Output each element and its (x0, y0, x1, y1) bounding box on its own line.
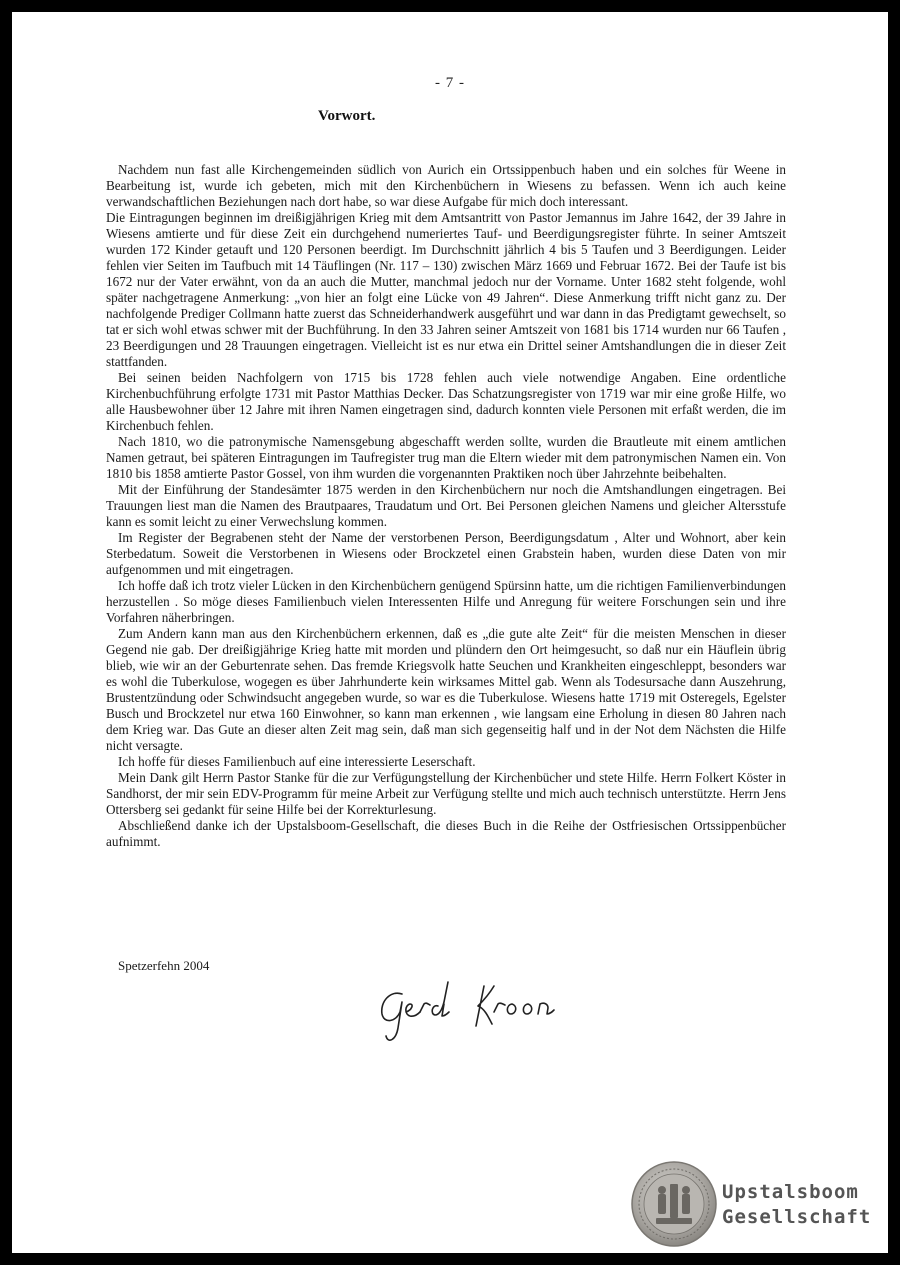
signature (372, 972, 612, 1052)
paragraph: Mit der Einführung der Standesämter 1875 werden in den Kirchenbüchern nur noch die Amtshandlungen eingetragen. Bei Trauungen liest man die Namen des Brautpaares, Traudatum und Ort. Bei Personen gleichen Namens und gleicher Altersstufe kann es somit leicht zu einer Verwechslung kommen. (106, 482, 786, 529)
paragraph: Ich hoffe für dieses Familienbuch auf eine interessierte Leserschaft. (118, 754, 476, 769)
seal-icon (630, 1160, 718, 1248)
paragraph: Zum Andern kann man aus den Kirchenbüchern erkennen, daß es „die gute alte Zeit“ für die meisten Menschen in dieser Gegend nie gab. Der dreißigjährige Krieg hatte mit morden und plündern den Ort heimgesucht, so daß nur ein Häuflein übrig blieb, wie wir an der Geburtenrate sehen. Das fremde Kriegsvolk hatte Seuchen und Krankheiten eingeschleppt, besonders war es wohl die Tuberkulose, wogegen es über Jahrhunderte kein wirksames Mittel gab. Wenn als Todesursache dann Auszehrung, Brustentzündung oder Schwindsucht angegeben wurde, so war es die Tuberkulose. Wiesens hatte 1719 mit Osteregels, Egelster Busch und Brockzetel nur etwa 160 Einwohner, so kann man erkennen , wie langsam eine Erholung in diesen 80 Jahren nach dem Krieg war. Das Gute an dieser alten Zeit mag sein, daß man sich gegenseitig half und in der Not dem Nächsten die Hilfe nicht versagte. (106, 626, 786, 753)
body-text (106, 162, 786, 850)
page-title: Vorwort. (318, 108, 376, 124)
document-page (12, 12, 888, 1253)
paragraph: Abschließend danke ich der Upstalsboom-Gesellschaft, die dieses Buch in die Reihe der Ostfriesischen Ortssippenbücher aufnimmt. (106, 818, 786, 849)
paragraph: Im Register der Begrabenen steht der Name der verstorbenen Person, Beerdigungsdatum , Alter und Wohnort, aber kein Sterbedatum. Soweit die Verstorbenen in Wiesens oder Brockzetel einen Grabstein haben, wurden diese Daten von mir aufgenommen und mit eingetragen. (106, 530, 786, 577)
paragraph: Mein Dank gilt Herrn Pastor Stanke für die zur Verfügungstellung der Kirchenbücher und stete Hilfe. Herrn Folkert Köster in Sandhorst, der mir sein EDV-Programm für meine Arbeit zur Verfügung stellte und mich auch technisch unterstützte. Herrn Jens Ottersberg sei gedankt für seine Hilfe bei der Korrekturlesung. (106, 770, 786, 817)
paragraph: Die Eintragungen beginnen im dreißigjährigen Krieg mit dem Amtsantritt von Pastor Jemannus im Jahre 1642, der 39 Jahre in Wiesens amtierte und für diese Zeit ein durchgehend numeriertes Tauf- und Beerdigungsregister führte. In seiner Amtszeit wurden 172 Kinder getauft und 120 Personen beerdigt. Im Durchschnitt jährlich 4 bis 5 Taufen und 3 Beerdigungen. Leider fehlen vier Seiten im Taufbuch mit 14 Täuflingen (Nr. 117 – 130) zwischen März 1669 und Februar 1672. Bei der Taufe ist bis 1672 nur der Vater erwähnt, von da an auch die Mutter, manchmal jedoch nur der Vorname. Unter 1682 steht folgende, wohl später nachgetragene Anmerkung: „von hier an folgt eine Lücke von 49 Jahren“. Diese Anmerkung trifft nicht ganz zu. Der nachfolgende Prediger Collmann hatte zuerst das Schneiderhandwerk ausgeführt und war dann in das Predigtamt gewechselt, so tat er sich wohl etwas schwer mit der Buchführung. In den 33 Jahren seiner Amtszeit von 1681 bis 1714 wurden nur 66 Taufen , 23 Beerdigungen und 28 Trauungen eingetragen. Vielleicht ist es nur etwa ein Drittel seiner Amtshandlungen die in dieser Zeit stattfanden. (106, 210, 786, 369)
paragraph: Nachdem nun fast alle Kirchengemeinden südlich von Aurich ein Ortssippenbuch haben und ein solches für Weene in Bearbeitung ist, wurde ich gebeten, mich mit den Kirchenbüchern in Wiesens zu befassen. Wenn ich auch keine verwandschaftlichen Beziehungen nach dort habe, so war diese Aufgabe für mich doch interessant. (106, 162, 786, 209)
place-date: Spetzerfehn 2004 (118, 958, 210, 973)
paragraph: Nach 1810, wo die patronymische Namensgebung abgeschafft werden sollte, wurden die Brautleute mit einem amtlichen Namen getraut, bei späteren Eintragungen im Taufregister trug man die Eltern wieder mit dem patronymischen Namen ein. Von 1810 bis 1858 amtierte Pastor Gossel, von ihm wurden die vorgenannten Praktiken noch über Jahrzehnte beibehalten. (106, 434, 786, 481)
paragraph: Bei seinen beiden Nachfolgern von 1715 bis 1728 fehlen auch viele notwendige Angaben. Eine ordentliche Kirchenbuchführung erfolgte 1731 mit Pastor Matthias Decker. Das Schatzungsregister von 1719 war mir eine große Hilfe, wo alle Hausbewohner über 12 Jahre mit ihren Namen eingetragen sind, dadurch konnten viele Personen mit erfaßt werden, die im Kirchenbuch fehlen. (106, 370, 786, 433)
page-number: - 7 - (435, 75, 465, 91)
society-line-2: Gesellschaft (722, 1206, 872, 1228)
society-line-1: Upstalsboom (722, 1181, 859, 1203)
society-name (722, 1180, 871, 1230)
paragraph: Ich hoffe daß ich trotz vieler Lücken in den Kirchenbüchern genügend Spürsinn hatte, um die richtigen Familienverbindungen herzustellen . So möge dieses Familienbuch vielen Interessenten Hilfe und Anregung für weitere Forschungen sein und ihre Vorfahren näherbringen. (106, 578, 786, 625)
